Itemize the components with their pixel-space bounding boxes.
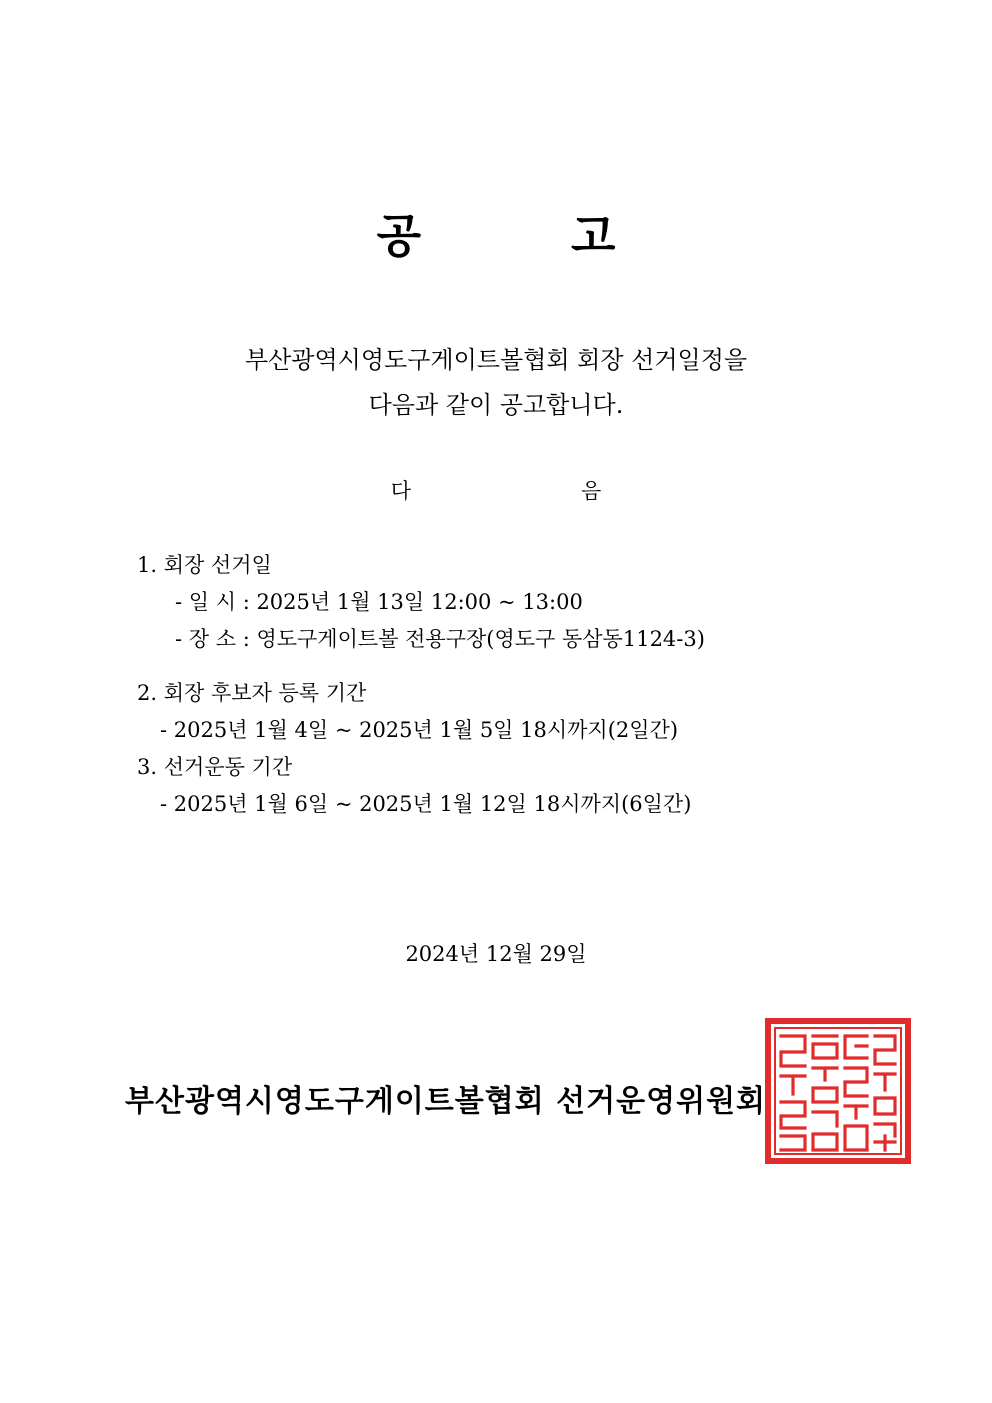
notice-title bbox=[0, 208, 992, 264]
intro-line-2: 다음과 같이 공고합니다. bbox=[368, 391, 624, 419]
organization-signature: 부산광역시영도구게이트볼협회 선거운영위원회 bbox=[125, 1084, 767, 1119]
notice-title-left: 공 bbox=[376, 209, 421, 263]
section-2-title: 2. 회장 후보자 등록 기간 bbox=[137, 681, 367, 705]
intro-line-1: 부산광역시영도구게이트볼협회 회장 선거일정을 bbox=[244, 346, 748, 374]
section-1-item-datetime: - 일 시 : 2025년 1월 13일 12:00 ~ 13:00 bbox=[175, 590, 583, 614]
section-3-title: 3. 선거운동 기간 bbox=[137, 755, 293, 779]
section-2-item-period: - 2025년 1월 4일 ~ 2025년 1월 5일 18시까지(2일간) bbox=[160, 718, 679, 742]
notice-title-right: 고 bbox=[571, 209, 616, 263]
details-heading-left: 다 bbox=[390, 479, 411, 503]
details-heading-right: 음 bbox=[581, 479, 602, 503]
details-heading bbox=[0, 477, 992, 505]
section-3-item-period: - 2025년 1월 6일 ~ 2025년 1월 12일 18시까지(6일간) bbox=[160, 792, 692, 816]
official-seal-icon bbox=[765, 1018, 911, 1164]
section-1-title: 1. 회장 선거일 bbox=[137, 553, 272, 577]
section-1-item-location: - 장 소 : 영도구게이트볼 전용구장(영도구 동삼동1124-3) bbox=[175, 627, 705, 651]
notice-date: 2024년 12월 29일 bbox=[405, 942, 587, 966]
